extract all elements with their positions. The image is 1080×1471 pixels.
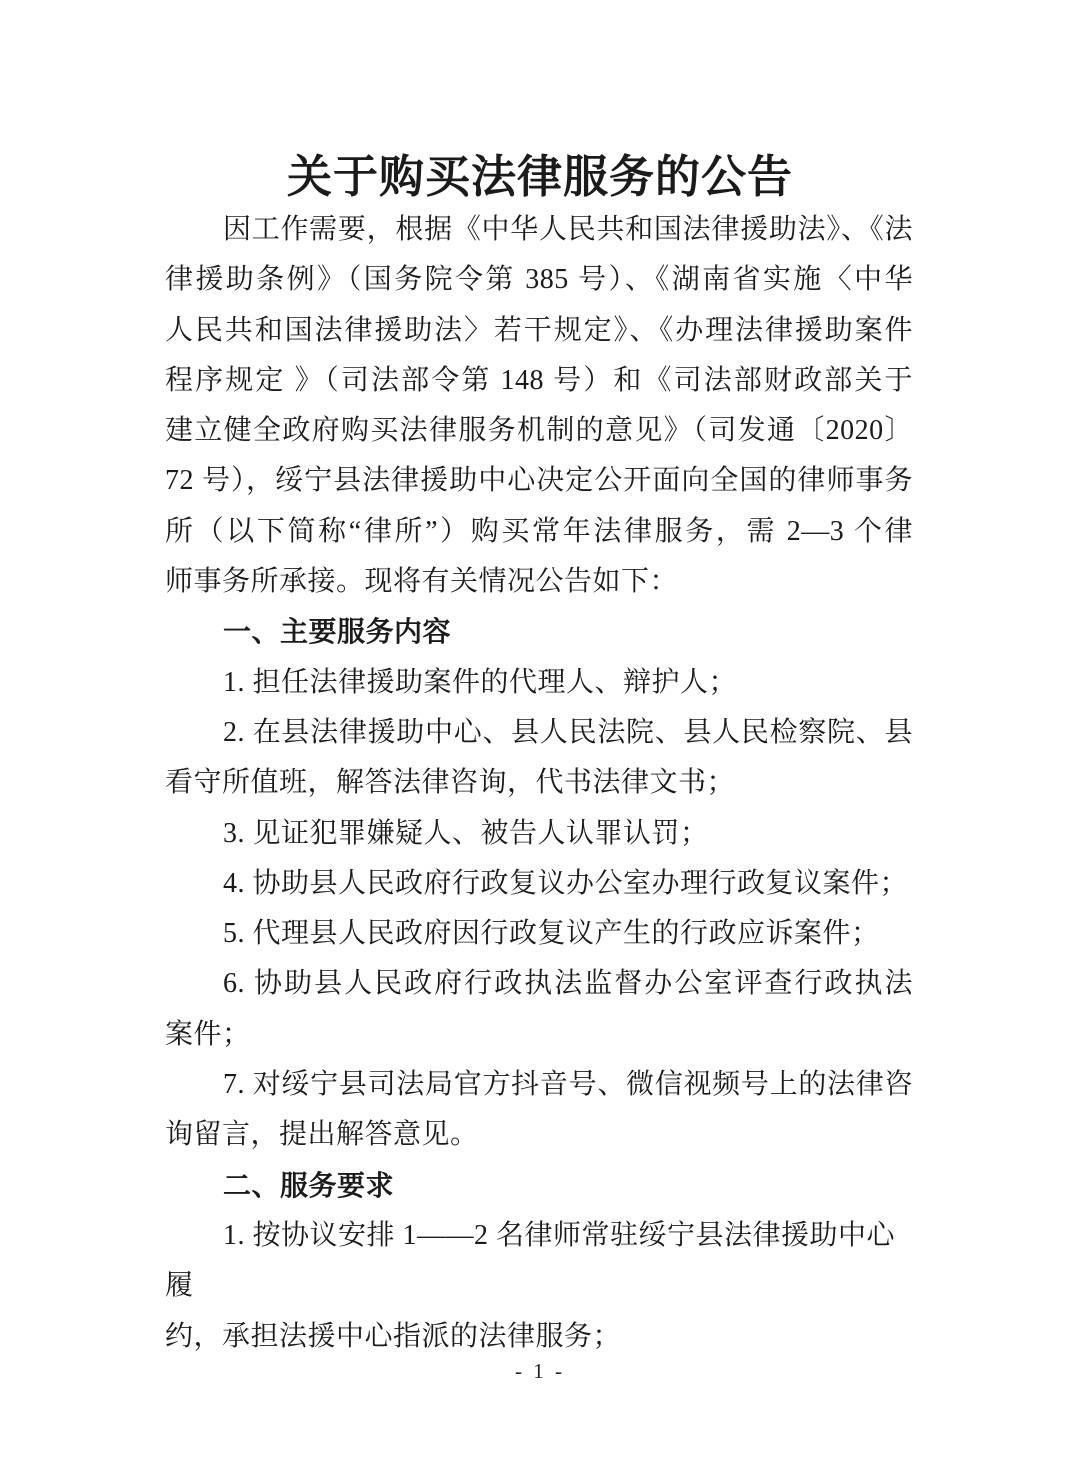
service-item-continuation: 案件；	[165, 1018, 251, 1050]
service-item-line: 6. 协助县人民政府行政执法监督办公室评查行政执法	[223, 968, 913, 1000]
intro-line: 人民共和国法律援助法〉若干规定》、《办理法律援助案件	[165, 314, 913, 346]
section-heading-main-services: 一、主要服务内容	[223, 616, 452, 648]
intro-line: 因工作需要，根据《中华人民共和国法律援助法》、《法	[223, 214, 913, 245]
service-item-continuation: 询留言，提出解答意见。	[165, 1119, 479, 1151]
requirement-item-continuation: 约，承担法援中心指派的法律服务；	[165, 1320, 622, 1352]
requirement-item-line: 1. 按协议安排 1——2 名律师常驻绥宁县法律援助中心履	[165, 1219, 896, 1302]
intro-line: 律援助条例》（国务院令第 385 号）、《湖南省实施〈中华	[165, 264, 913, 296]
service-item-continuation: 看守所值班，解答法律咨询，代书法律文书；	[165, 767, 736, 799]
document-body	[165, 205, 913, 1362]
service-item-line: 3. 见证犯罪嫌疑人、被告人认罪认罚；	[223, 817, 709, 849]
intro-line: 所（以下简称“律所”）购买常年法律服务，需 2—3 个律	[165, 515, 913, 547]
intro-line: 建立健全政府购买法律服务机制的意见》（司发通〔2020〕	[165, 415, 913, 447]
service-item-line: 4. 协助县人民政府行政复议办公室办理行政复议案件；	[223, 867, 909, 899]
intro-line: 师事务所承接。现将有关情况公告如下：	[165, 566, 679, 598]
service-item-line: 5. 代理县人民政府因行政复议产生的行政应诉案件；	[223, 918, 880, 950]
service-item-line: 1. 担任法律援助案件的代理人、辩护人；	[223, 666, 738, 698]
intro-line: 72 号），绥宁县法律援助中心决定公开面向全国的律师事务	[165, 465, 913, 497]
service-item-line: 7. 对绥宁县司法局官方抖音号、微信视频号上的法律咨	[223, 1069, 913, 1101]
page-title: 关于购买法律服务的公告	[286, 152, 793, 203]
intro-line: 程序规定 》（司法部令第 148 号）和《司法部财政部关于	[165, 364, 913, 396]
page-number: - 1 -	[515, 1359, 565, 1383]
section-heading-service-requirements: 二、服务要求	[223, 1169, 395, 1201]
service-item-line: 2. 在县法律援助中心、县人民法院、县人民检察院、县	[223, 716, 913, 748]
